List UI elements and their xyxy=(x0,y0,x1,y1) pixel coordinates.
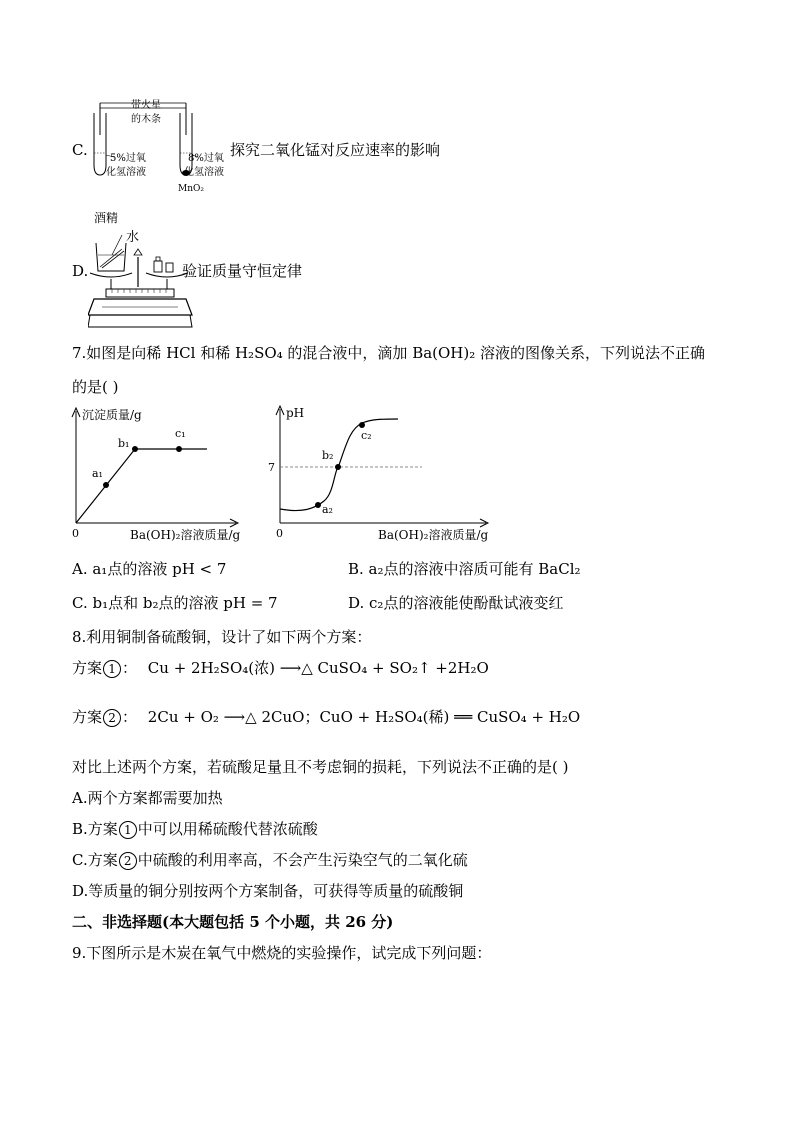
q8-plan2: 方案 2 ： 2Cu + O₂ ⟶△ 2CuO；CuO + H₂SO₄(稀) ══ CuSO₄ + H₂O xyxy=(72,708,581,726)
fig-label-left-2: 化氢溶液 xyxy=(106,167,146,178)
option-c xyxy=(72,95,492,195)
fig-label-mno2: MnO₂ xyxy=(178,184,204,194)
q7-option-c: C. b₁点和 b₂点的溶液 pH = 7 xyxy=(72,594,278,612)
option-text: 中可以用稀硫酸代替浓硫酸 xyxy=(137,820,318,838)
q7-option-a: A. a₁点的溶液 pH < 7 xyxy=(72,560,227,578)
plan-number: 1 xyxy=(103,660,121,678)
q8-plan1: 方案 1 ： Cu + 2H₂SO₄(浓) ⟶△ CuSO₄ + SO₂↑ +2H₂O xyxy=(72,659,489,677)
q7-graph-precipitate xyxy=(62,405,262,545)
plan-number: 1 xyxy=(119,821,137,839)
q8-option-d: D.等质量的铜分别按两个方案制备，可获得等质量的硫酸铜 xyxy=(72,882,464,900)
graph2-tick7: 7 xyxy=(268,461,275,474)
graph2-xlabel: Ba(OH)₂溶液质量/g xyxy=(378,528,489,542)
q7-stem-line2: 的是( ) xyxy=(72,378,119,396)
label-c1: c₁ xyxy=(175,427,186,440)
point-b1 xyxy=(132,446,138,452)
point-a2 xyxy=(315,502,321,508)
fig-label-right-1: 8%过氧 xyxy=(188,153,224,164)
label-a1: a₁ xyxy=(92,467,103,480)
option-text: 验证质量守恒定律 xyxy=(182,262,303,280)
point-a1 xyxy=(103,482,109,488)
precipitate-curve xyxy=(76,449,207,523)
fig-label-left-1: 5%过氧 xyxy=(110,153,146,164)
option-letter: C. xyxy=(72,141,88,159)
plan2-equation: 2Cu + O₂ ⟶△ 2CuO；CuO + H₂SO₄(稀) ══ CuSO₄ + H₂O xyxy=(147,708,581,726)
point-b2 xyxy=(335,464,341,470)
q7-option-b: B. a₂点的溶液中溶质可能有 BaCl₂ xyxy=(348,560,581,578)
label-a2: a₂ xyxy=(322,503,333,516)
graph2-ylabel: pH xyxy=(286,406,305,420)
q7-stem-line1: 7.如图是向稀 HCl 和稀 H₂SO₄ 的混合液中，滴加 Ba(OH)₂ 溶液的图像关系，下列说法不正确 xyxy=(72,344,706,362)
option-prefix: B.方案 xyxy=(72,820,118,838)
q9-stem: 9.下图所示是木炭在氧气中燃烧的实验操作，试完成下列问题： xyxy=(72,944,492,962)
label-b2: b₂ xyxy=(322,449,334,462)
fig-label-top-1: 带火星 xyxy=(131,100,161,111)
q8-question: 对比上述两个方案，若硫酸足量且不考虑铜的损耗，下列说法不正确的是( ) xyxy=(72,758,569,776)
graph1-xlabel: Ba(OH)₂溶液质量/g xyxy=(130,528,241,542)
point-c2 xyxy=(359,422,365,428)
plan-prefix: 方案 xyxy=(72,659,103,677)
fig-label-top-2: 的木条 xyxy=(131,114,161,125)
option-text: 探究二氧化锰对反应速率的影响 xyxy=(230,141,441,159)
q8-option-c xyxy=(72,850,468,870)
option-text: 中硫酸的利用率高，不会产生污染空气的二氧化硫 xyxy=(137,851,468,869)
label-c2: c₂ xyxy=(361,429,372,442)
label-b1: b₁ xyxy=(118,437,130,450)
test-tube-figure xyxy=(84,95,234,195)
plan-number: 2 xyxy=(103,709,121,727)
option-prefix: C.方案 xyxy=(72,851,118,869)
section-2-heading: 二、非选择题(本大题包括 5 个小题，共 26 分) xyxy=(72,913,394,931)
graph1-ylabel: 沉淀质量/g xyxy=(82,408,142,422)
q8-option-a: A.两个方案都需要加热 xyxy=(72,789,223,807)
option-letter: D. xyxy=(72,262,89,280)
q7-graph-ph xyxy=(262,405,512,545)
q8-stem: 8.利用铜制备硫酸铜，设计了如下两个方案： xyxy=(72,628,372,646)
plan-number: 2 xyxy=(119,852,137,870)
plan-prefix: 方案 xyxy=(72,708,103,726)
graph1-origin: 0 xyxy=(72,527,79,540)
point-c1 xyxy=(176,446,182,452)
option-d xyxy=(72,205,492,330)
plan1-equation: Cu + 2H₂SO₄(浓) ⟶△ CuSO₄ + SO₂↑ +2H₂O xyxy=(147,659,489,677)
fig-label-alcohol: 酒精 xyxy=(94,211,119,225)
fig-label-water: 水 xyxy=(126,230,140,245)
graph2-origin: 0 xyxy=(276,527,283,540)
q7-option-d: D. c₂点的溶液能使酚酞试液变红 xyxy=(348,594,564,612)
q8-option-b xyxy=(72,819,318,839)
fig-label-right-2: 化氢溶液 xyxy=(184,167,224,178)
